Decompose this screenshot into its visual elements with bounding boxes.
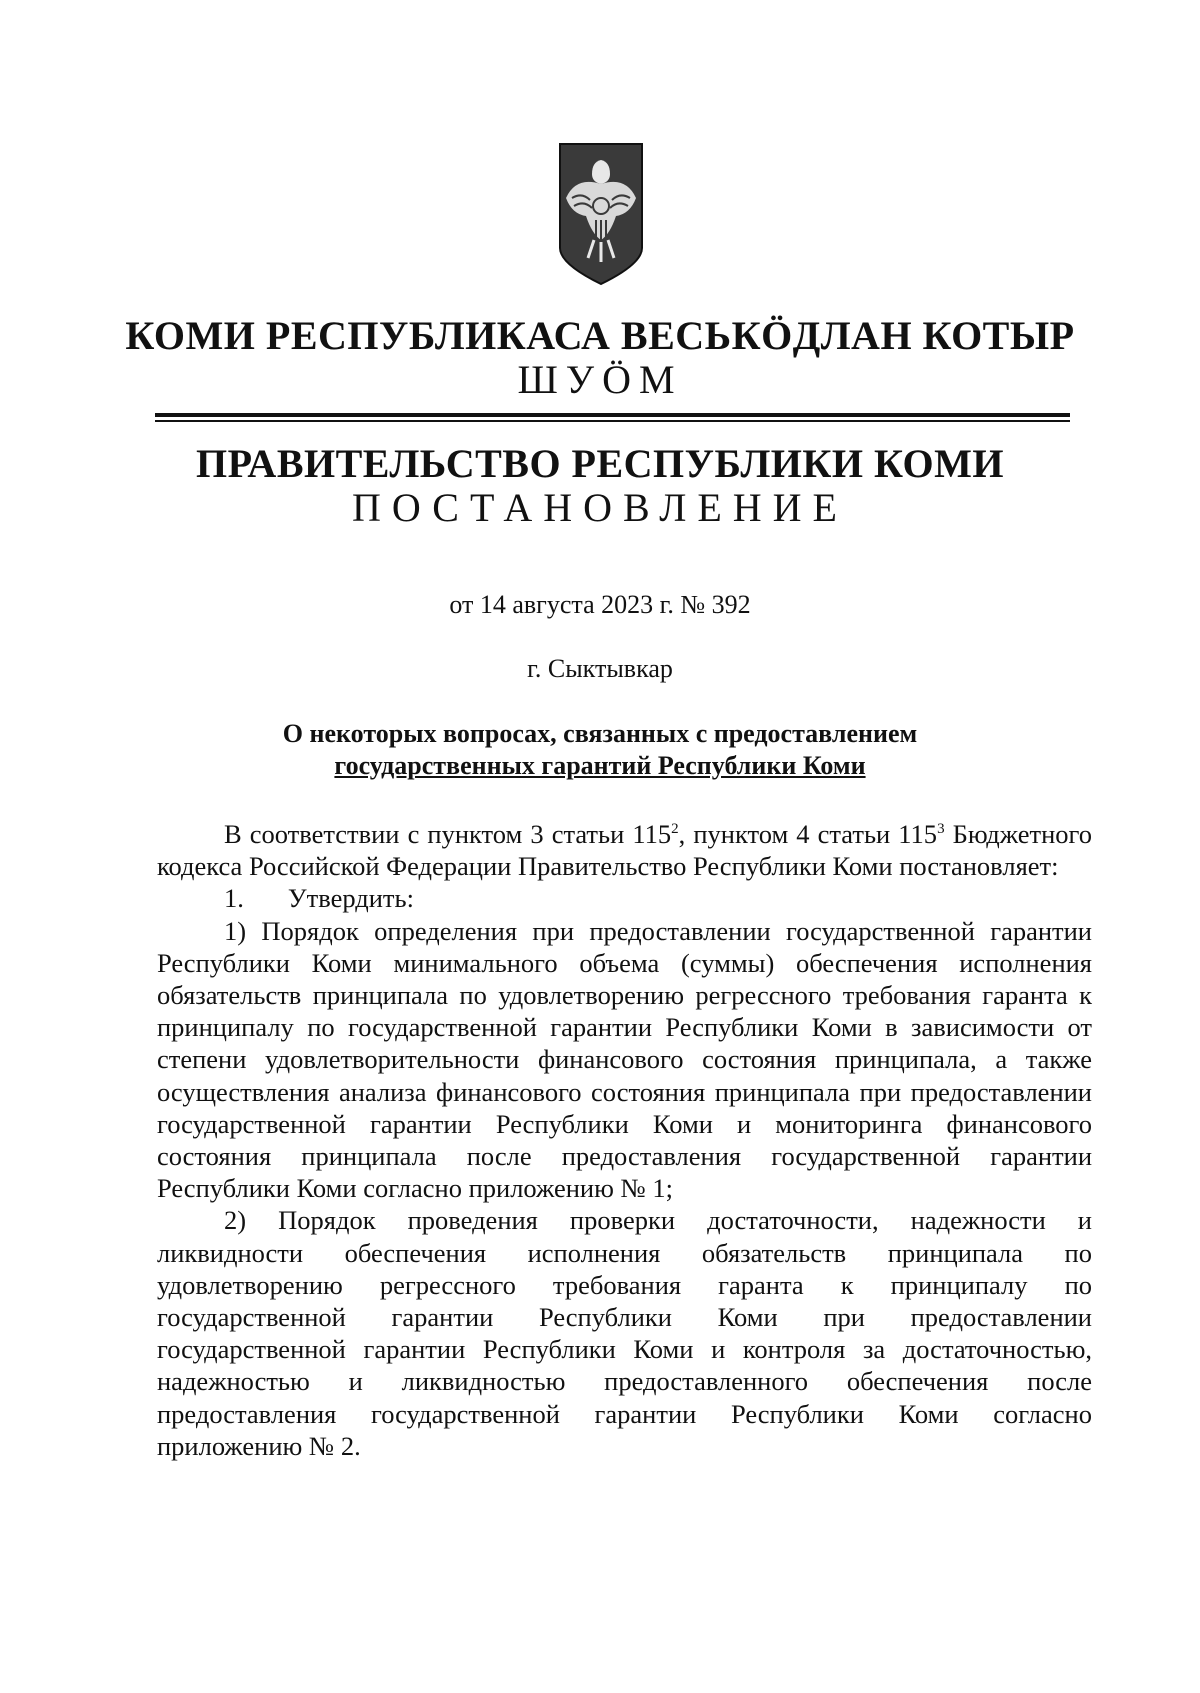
komi-government-title: КОМИ РЕСПУБЛИКАСА ВЕСЬКӦДЛАН КОТЫР [125, 313, 1075, 358]
header-divider-thin [155, 420, 1070, 422]
intro-text-1: В соответствии с пунктом 3 статьи 115 [224, 819, 672, 849]
subject-line-1: О некоторых вопросах, связанных с предоставлением [282, 719, 918, 748]
header-divider [155, 413, 1070, 417]
item-1-text: Утвердить: [287, 883, 414, 914]
subitem-2: 2) Порядок проведения проверки достаточности, надежности и ликвидности обеспечения исполнения обязательств принципала по удовлетворению регрессного требования гаранта к принципалу по государственной гарантии Республики Коми при предоставлении государственной гарантии Республики Коми и контроля за достаточностью, надежностью и ликвидностью предоставленного обеспечения после предоставления государственной гарантии Республики Коми согласно приложению № 2. [157, 1205, 1092, 1461]
intro-text-2: , пунктом 4 статьи 115 [678, 819, 938, 849]
intro-superscript-1: 2 [671, 821, 679, 838]
document-date-number: от 14 августа 2023 г. № 392 [449, 590, 751, 619]
intro-text-3: Бюджетного кодекса Российской Федерации Правительство Республики Коми постановляет: [157, 819, 1092, 882]
komi-document-type: ШУӦМ [517, 357, 683, 402]
subitem-1: 1) Порядок определения при предоставлении государственной гарантии Республики Коми минимального объема (суммы) обеспечения исполнения обязательств принципала по удовлетворению регрессного требования гаранта к принципалу по государственной гарантии Республики Коми в зависимости от степени удовлетворительности финансового состояния принципала, а также осуществления анализа финансового состояния принципала при предоставлении государственной гарантии Республики Коми и мониторинга финансового состояния принципала после предоставления государственной гарантии Республики Коми согласно приложению № 1; [157, 915, 1092, 1204]
subject-line-2 [0, 750, 1200, 782]
document-body [157, 818, 1092, 1462]
komi-coat-of-arms-icon [556, 140, 646, 286]
russian-government-title: ПРАВИТЕЛЬСТВО РЕСПУБЛИКИ КОМИ [196, 441, 1004, 486]
document-city: г. Сыктывкар [527, 654, 673, 683]
document-subject [0, 718, 1200, 782]
item-1-number: 1. [224, 883, 244, 914]
russian-document-type: ПОСТАНОВЛЕНИЕ [352, 485, 848, 530]
intro-superscript-2: 3 [937, 821, 945, 838]
item-1 [157, 882, 1092, 914]
intro-paragraph [157, 818, 1092, 882]
subject-line-2-text: государственных гарантий Республики Коми [334, 751, 866, 780]
